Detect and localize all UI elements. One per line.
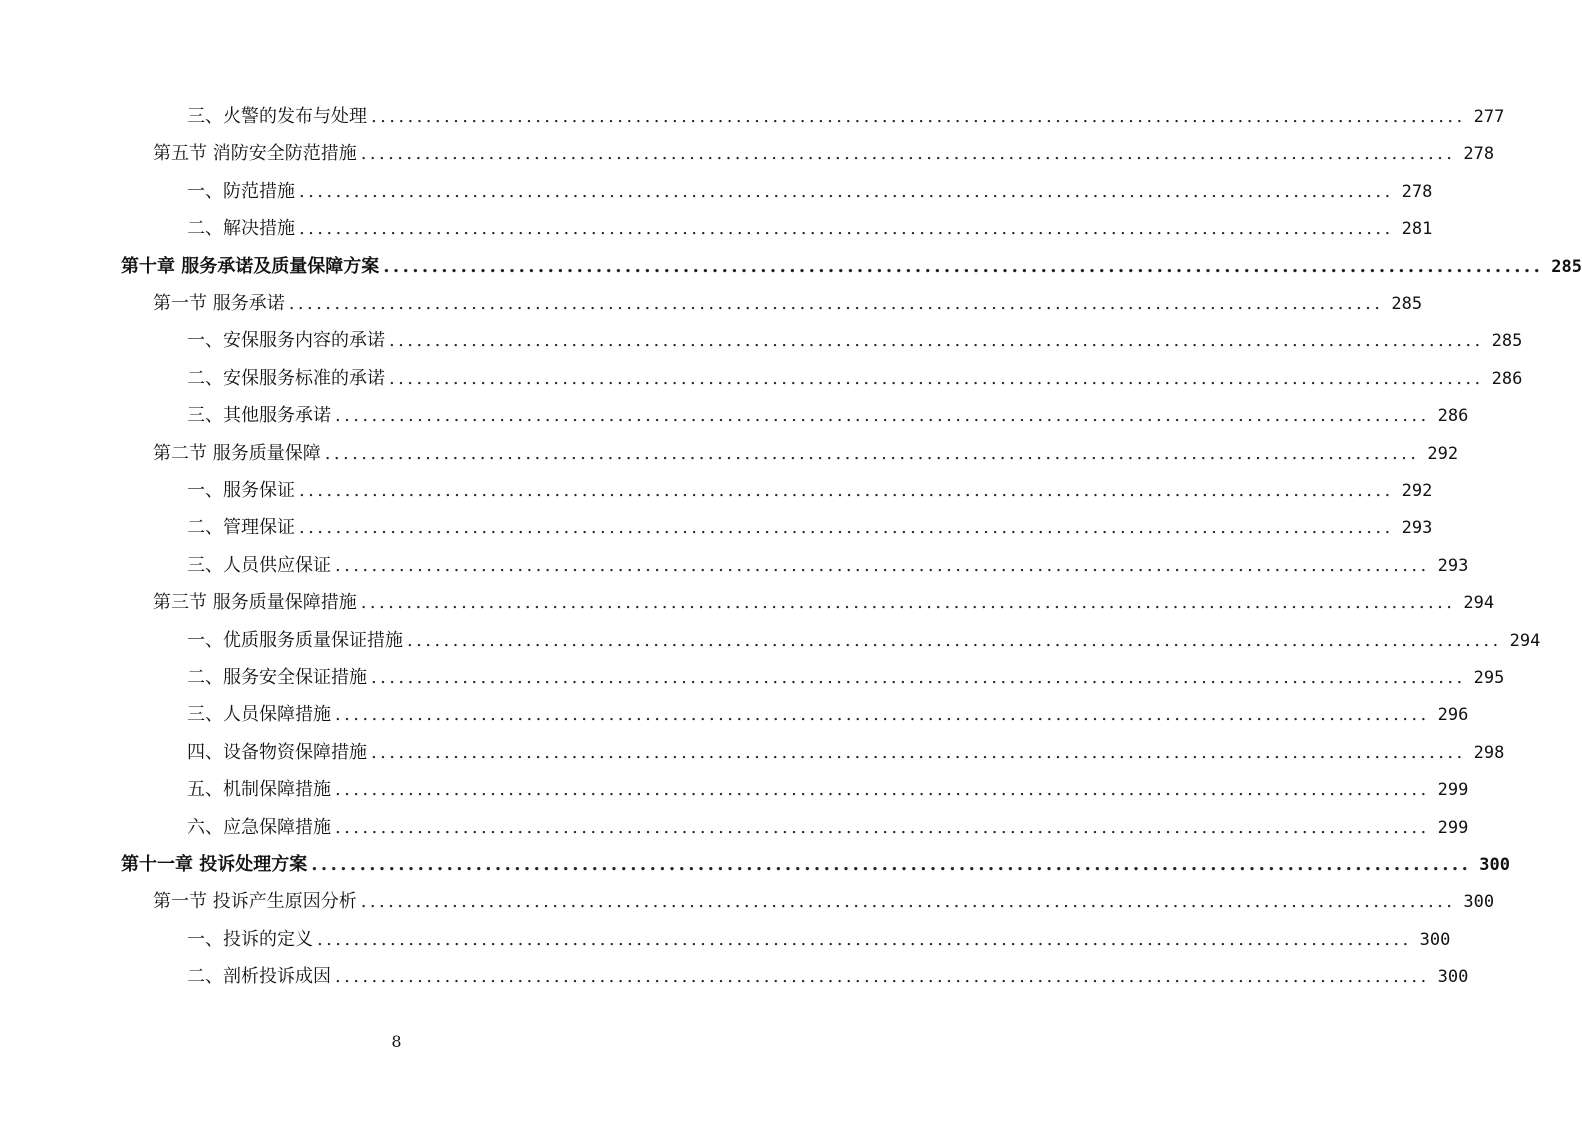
toc-entry-label: 三、其他服务承诺 — [187, 405, 331, 427]
toc-entry-label: 二、解决措施 — [187, 218, 295, 240]
toc-dot-leader: ........................................................................................................................ — [360, 592, 1456, 614]
toc-entry-item[interactable] — [187, 100, 1505, 134]
toc-dot-leader: ........................................................................................................................ — [335, 816, 1430, 838]
toc-entry-item[interactable] — [187, 362, 1523, 396]
toc-entry-page-number: 294 — [1463, 593, 1495, 614]
toc-entry-label: 三、人员保障措施 — [187, 704, 331, 726]
toc-entry-label: 二、安保服务标准的承诺 — [187, 367, 385, 389]
toc-entry-page-number: 296 — [1437, 705, 1469, 726]
toc-entry-item[interactable] — [187, 960, 1469, 994]
toc-dot-leader: ........................................................................................................................ — [383, 255, 1544, 277]
toc-entry-page-number: 285 — [1491, 331, 1523, 352]
toc-entry-section[interactable] — [153, 137, 1495, 171]
toc-entry-item[interactable] — [187, 698, 1469, 732]
toc-entry-page-number: 285 — [1391, 294, 1423, 314]
toc-entry-chapter[interactable] — [121, 250, 1582, 284]
page-number: 8 — [391, 1032, 402, 1051]
toc-dot-leader: ........................................................................................................................ — [335, 966, 1430, 988]
toc-entry-item[interactable] — [187, 773, 1469, 807]
toc-entry-item[interactable] — [187, 661, 1505, 695]
toc-entry-label: 第五节 消防安全防范措施 — [153, 143, 357, 165]
toc-entry-page-number: 278 — [1463, 144, 1495, 165]
toc-entry-page-number: 300 — [1419, 929, 1451, 950]
toc-entry-item[interactable] — [187, 736, 1505, 770]
toc-entry-item[interactable] — [187, 474, 1433, 508]
toc-entry-item[interactable] — [187, 549, 1469, 583]
toc-dot-leader: ........................................................................................................................ — [311, 854, 1472, 875]
toc-entry-page-number: 298 — [1473, 742, 1505, 763]
toc-entry-label: 二、服务安全保证措施 — [187, 667, 367, 688]
toc-entry-item[interactable] — [187, 923, 1451, 957]
toc-entry-item[interactable] — [187, 175, 1433, 209]
toc-entry-page-number: 293 — [1401, 518, 1433, 539]
toc-entry-label: 二、剖析投诉成因 — [187, 966, 331, 988]
toc-entry-item[interactable] — [187, 399, 1469, 433]
toc-entry-label: 三、火警的发布与处理 — [187, 106, 367, 127]
toc-dot-leader: ........................................................................................................................ — [389, 367, 1484, 389]
toc-dot-leader: ........................................................................................................................ — [299, 218, 1394, 240]
toc-dot-leader: ........................................................................................................................ — [407, 629, 1502, 651]
toc-entry-label: 第十章 服务承诺及质量保障方案 — [121, 255, 380, 277]
toc-entry-page-number: 281 — [1401, 219, 1433, 240]
toc-dot-leader: ........................................................................................................................ — [299, 480, 1394, 501]
toc-entry-page-number: 300 — [1437, 967, 1469, 988]
toc-dot-leader: ........................................................................................................................ — [371, 667, 1466, 688]
toc-entry-section[interactable] — [153, 287, 1423, 321]
toc-entry-item[interactable] — [187, 811, 1469, 845]
toc-dot-leader: ........................................................................................................................ — [299, 180, 1394, 202]
toc-entry-page-number: 299 — [1437, 817, 1469, 838]
toc-entry-page-number: 300 — [1479, 855, 1510, 875]
toc-entry-page-number: 285 — [1551, 256, 1582, 277]
toc-dot-leader: ........................................................................................................................ — [371, 106, 1466, 127]
toc-entry-page-number: 300 — [1463, 892, 1495, 913]
toc-entry-label: 二、管理保证 — [187, 517, 295, 539]
toc-entry-label: 六、应急保障措施 — [187, 816, 331, 838]
toc-dot-leader: ........................................................................................................................ — [371, 741, 1466, 763]
toc-entry-item[interactable] — [187, 624, 1541, 658]
toc-dot-leader: ........................................................................................................................ — [299, 517, 1394, 539]
toc-dot-leader: ........................................................................................................................ — [389, 330, 1484, 352]
toc-dot-leader: ........................................................................................................................ — [335, 405, 1430, 427]
toc-entry-section[interactable] — [153, 885, 1495, 919]
toc-entry-label: 第二节 服务质量保障 — [153, 442, 321, 464]
toc-entry-chapter[interactable] — [121, 848, 1510, 882]
toc-dot-leader: ........................................................................................................................ — [324, 442, 1420, 464]
toc-entry-page-number: 286 — [1491, 368, 1523, 389]
toc-entry-item[interactable] — [187, 324, 1523, 358]
toc-dot-leader: ........................................................................................................................ — [317, 928, 1412, 950]
toc-entry-page-number: 299 — [1437, 780, 1469, 801]
toc-entry-label: 一、投诉的定义 — [187, 928, 313, 950]
toc-entry-page-number: 277 — [1473, 107, 1505, 127]
toc-entry-label: 一、防范措施 — [187, 180, 295, 202]
toc-entry-page-number: 292 — [1427, 443, 1459, 464]
toc-entry-section[interactable] — [153, 437, 1459, 471]
toc-entry-page-number: 278 — [1401, 181, 1433, 202]
toc-entry-label: 第一节 投诉产生原因分析 — [153, 891, 357, 913]
toc-entry-label: 一、安保服务内容的承诺 — [187, 330, 385, 352]
toc-entry-section[interactable] — [153, 586, 1495, 620]
toc-entry-page-number: 295 — [1473, 668, 1505, 688]
toc-entry-item[interactable] — [187, 511, 1433, 545]
toc-entry-label: 一、优质服务质量保证措施 — [187, 629, 403, 651]
toc-dot-leader: ........................................................................................................................ — [360, 891, 1456, 913]
toc-entry-label: 一、服务保证 — [187, 480, 295, 501]
toc-dot-leader: ........................................................................................................................ — [360, 143, 1456, 165]
toc-entry-label: 三、人员供应保证 — [187, 554, 331, 576]
toc-entry-label: 第一节 服务承诺 — [153, 293, 285, 314]
toc-dot-leader: ........................................................................................................................ — [335, 779, 1430, 801]
toc-entry-label: 第三节 服务质量保障措施 — [153, 592, 357, 614]
toc-dot-leader: ........................................................................................................................ — [335, 554, 1430, 576]
toc-dot-leader: ........................................................................................................................ — [288, 293, 1384, 314]
toc-entry-item[interactable] — [187, 212, 1433, 246]
toc-dot-leader: ........................................................................................................................ — [335, 704, 1430, 726]
toc-entry-label: 五、机制保障措施 — [187, 779, 331, 801]
toc-entry-page-number: 294 — [1509, 630, 1541, 651]
toc-entry-page-number: 286 — [1437, 406, 1469, 427]
toc-entry-page-number: 293 — [1437, 555, 1469, 576]
toc-entry-label: 第十一章 投诉处理方案 — [121, 854, 308, 875]
toc-entry-label: 四、设备物资保障措施 — [187, 741, 367, 763]
toc-entry-page-number: 292 — [1401, 481, 1433, 501]
